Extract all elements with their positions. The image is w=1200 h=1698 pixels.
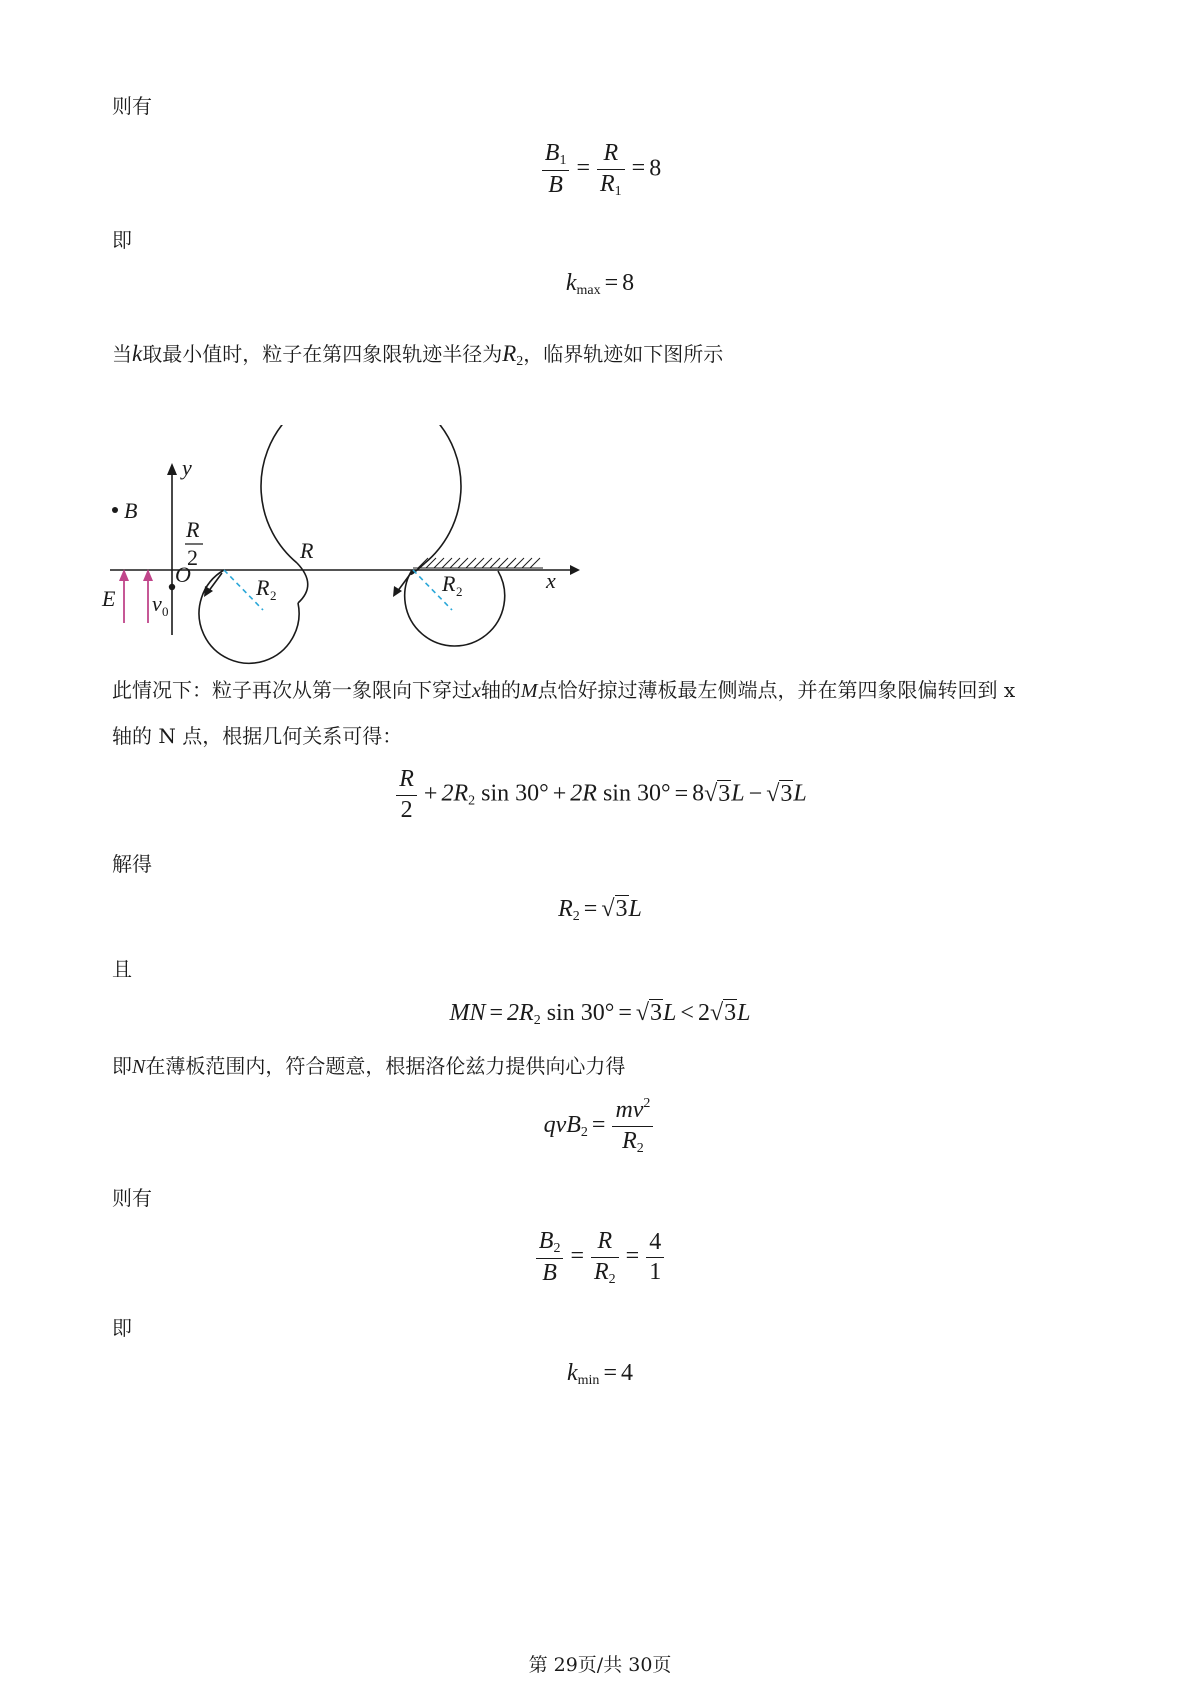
right-connecting-arc bbox=[411, 563, 425, 574]
subscript: 2 bbox=[553, 1241, 561, 1256]
sin-30: sin 30° bbox=[546, 1000, 615, 1026]
subscript: 2 bbox=[608, 1271, 616, 1287]
large-trajectory-arc bbox=[261, 425, 461, 563]
var-r: R bbox=[603, 140, 619, 166]
var-r: R bbox=[558, 896, 573, 922]
var-b: B bbox=[548, 172, 563, 199]
trajectory-diagram bbox=[100, 425, 620, 705]
equation-lorentz: qvB$_2$ = $\frac{mv^2}{R_2}$ bbox=[0, 1096, 1200, 1157]
left-connecting-arc bbox=[297, 563, 308, 603]
b-field-label: B bbox=[124, 498, 138, 523]
text-fragment: 此情况下：粒子再次从第一象限向下穿过 bbox=[112, 678, 472, 702]
r-label: R bbox=[300, 538, 314, 563]
y-axis-label: y bbox=[182, 455, 192, 480]
equation-r2: $R_2 = √3L$ bbox=[558, 896, 642, 924]
paragraph-lorentz bbox=[112, 1052, 625, 1081]
right-r2-label: R bbox=[442, 571, 456, 596]
subscript: 2 bbox=[572, 909, 580, 924]
var-mn: MN bbox=[449, 1000, 486, 1026]
paragraph-namely-2: 即 bbox=[112, 1316, 132, 1340]
fraction-r-half bbox=[396, 766, 417, 824]
var-n: N bbox=[132, 1056, 146, 1078]
subscript: 2 bbox=[468, 793, 476, 809]
digit: 4 bbox=[649, 1228, 662, 1255]
equation-result: 8 bbox=[649, 155, 662, 182]
fraction-r-over-r1 bbox=[597, 140, 625, 200]
var-b: B bbox=[538, 1228, 554, 1254]
paragraph-geometry-1 bbox=[112, 676, 1015, 705]
y-axis-arrow-icon bbox=[167, 463, 177, 475]
var-r: R bbox=[597, 1228, 613, 1254]
x-axis-arrow-icon bbox=[570, 565, 580, 575]
thin-plate-hatching bbox=[413, 558, 543, 568]
electric-field-arrows bbox=[124, 577, 148, 623]
fraction-mv2-over-r2 bbox=[612, 1096, 653, 1157]
fraction-b1-over-b bbox=[542, 140, 570, 200]
text-fragment: 当 bbox=[112, 342, 132, 366]
subscript: 2 bbox=[533, 1013, 541, 1028]
page-footer: 第 29页/共 30页 bbox=[528, 1654, 672, 1676]
var-r: R bbox=[600, 170, 615, 197]
paragraph-and: 且 bbox=[112, 957, 132, 981]
text-fragment: 即 bbox=[112, 1054, 132, 1078]
sqrt-3: √3 bbox=[601, 896, 628, 922]
equation-mn: MN = $2R_2$ sin 30° = √3L < 2√3L bbox=[449, 1000, 751, 1028]
right-r2-subscript: 2 bbox=[456, 584, 463, 599]
fraction-b2-over-b bbox=[536, 1228, 564, 1288]
paragraph-namely: 即 bbox=[112, 228, 132, 252]
paragraph-geometry-2: 轴的 N 点，根据几何关系可得： bbox=[112, 724, 403, 748]
term-mv: mv bbox=[615, 1097, 644, 1123]
equation-b1-ratio: $\frac{B_1}{B}$ = $\frac{R}{R_1}$ = 8 bbox=[0, 140, 1200, 200]
coefficient: 8 bbox=[692, 780, 705, 807]
left-r2-label: R bbox=[256, 575, 270, 600]
left-r2-subscript: 2 bbox=[270, 588, 277, 603]
subscript: 2 bbox=[636, 1140, 644, 1156]
fraction-r-over-r2 bbox=[591, 1228, 619, 1288]
var-l: L bbox=[628, 896, 642, 922]
var-r: R bbox=[399, 766, 414, 792]
var-b: B bbox=[544, 140, 560, 166]
b-field-dot bbox=[112, 507, 118, 513]
digit: 2 bbox=[400, 796, 413, 823]
r-half-denominator: 2 bbox=[187, 545, 198, 570]
var-k: k bbox=[565, 270, 577, 296]
term-qvb: qvB bbox=[543, 1111, 581, 1138]
equation-kmin: $k_{min} = 4$ bbox=[567, 1360, 633, 1388]
var-m: M bbox=[520, 680, 538, 702]
var-l: L bbox=[731, 780, 745, 807]
digit: 1 bbox=[649, 1259, 662, 1286]
subscript: 1 bbox=[614, 183, 622, 199]
paragraph-kmin-intro bbox=[112, 338, 723, 372]
sqrt-3: √3 bbox=[766, 780, 793, 807]
v0-subscript: 0 bbox=[162, 604, 169, 619]
sqrt-3: √3 bbox=[709, 1000, 737, 1026]
sin-30: sin 30° bbox=[602, 780, 671, 807]
paragraph-then-2: 则有 bbox=[112, 1186, 152, 1210]
sqrt-3: √3 bbox=[704, 780, 731, 807]
var-r2: $R_2$ bbox=[502, 341, 524, 369]
var-k: k bbox=[567, 1360, 578, 1386]
v0-label: v bbox=[152, 591, 162, 616]
equation-result: 8 bbox=[622, 270, 635, 296]
text-fragment: 点恰好掠过薄板最左侧端点，并在第四象限偏转回到 x bbox=[537, 678, 1016, 702]
term-2r: 2R bbox=[570, 780, 597, 807]
var-r: R bbox=[594, 1258, 609, 1285]
var-r: R bbox=[622, 1127, 637, 1154]
var-l: L bbox=[663, 1000, 677, 1026]
equation-kmax: $k_{max} = 8$ bbox=[565, 270, 635, 298]
origin-label: O bbox=[175, 562, 191, 587]
var-l: L bbox=[793, 780, 807, 807]
superscript: 2 bbox=[643, 1096, 651, 1111]
right-velocity-arrow bbox=[397, 573, 411, 592]
equation-result: 4 bbox=[620, 1360, 633, 1386]
x-axis-label: x bbox=[546, 568, 556, 593]
text-fragment: 在薄板范围内，符合题意，根据洛伦兹力提供向心力得 bbox=[145, 1054, 626, 1078]
r-half-numerator: R bbox=[186, 517, 200, 542]
subscript: 1 bbox=[559, 153, 567, 168]
e-field-label: E bbox=[102, 586, 116, 611]
subscript: max bbox=[576, 283, 601, 298]
sqrt-3: √3 bbox=[635, 1000, 663, 1026]
text-fragment: 轴的 bbox=[480, 678, 521, 702]
subscript: min bbox=[577, 1373, 600, 1388]
text-fragment: ，临界轨迹如下图所示 bbox=[523, 342, 724, 366]
term-2r2: 2R bbox=[507, 1000, 534, 1026]
text-fragment: 取最小值时，粒子在第四象限轨迹半径为 bbox=[142, 342, 503, 366]
var-l: L bbox=[737, 1000, 751, 1026]
equation-geometry: $\frac{R}{2}$ + $2R_2$ sin 30° + 2R sin 30° = 8√3L − √3L bbox=[0, 766, 1200, 824]
subscript: 2 bbox=[580, 1124, 588, 1140]
paragraph-then: 则有 bbox=[112, 94, 152, 118]
var-x: x bbox=[472, 680, 481, 702]
paragraph-solve: 解得 bbox=[112, 852, 152, 876]
sin-30: sin 30° bbox=[481, 780, 549, 807]
var-b: B bbox=[542, 1260, 557, 1287]
equation-b2-ratio: $\frac{B_2}{B}$ = $\frac{R}{R_2}$ = $\frac{4}{1}$ bbox=[0, 1228, 1200, 1288]
fraction-4-over-1 bbox=[646, 1229, 664, 1287]
term-2r2: 2R bbox=[441, 780, 469, 807]
var-k: k bbox=[132, 341, 143, 366]
coefficient: 2 bbox=[697, 1000, 710, 1026]
